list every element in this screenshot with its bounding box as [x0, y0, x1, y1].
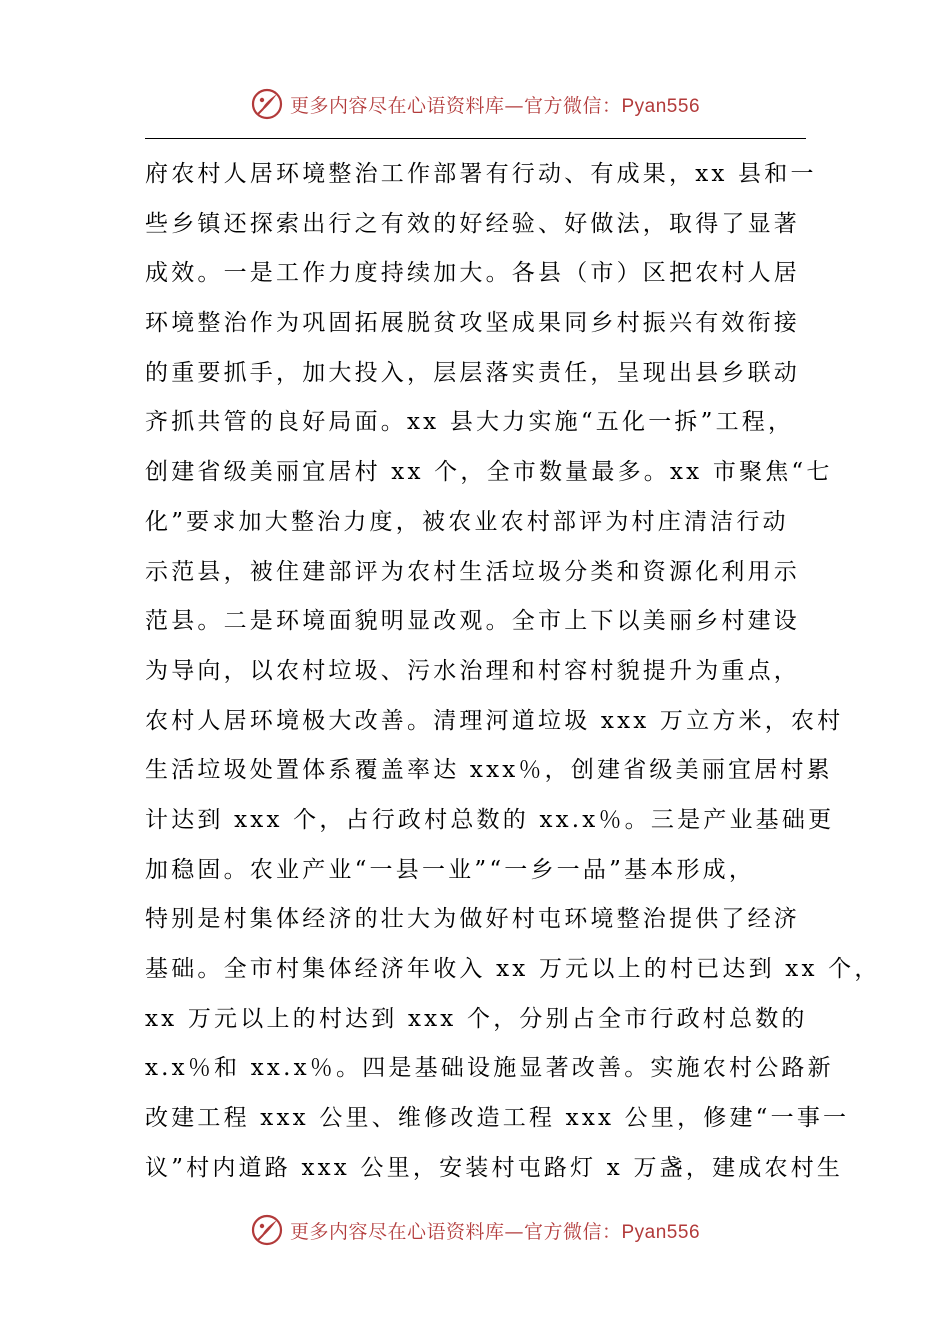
body-line: 生活垃圾处置体系覆盖率达 xxx％，创建省级美丽宜居村累: [145, 757, 833, 784]
header-banner: [0, 84, 950, 124]
body-line: 议”村内道路 xxx 公里，安装村屯路灯 x 万盏，建成农村生: [145, 1154, 844, 1181]
header-banner-wechat: 官方微信：Pyan556: [524, 95, 701, 117]
body-line: 些乡镇还探索出行之有效的好经验、好做法，取得了显著: [145, 210, 800, 237]
body-line: 成效。一是工作力度持续加大。各县（市）区把农村人居: [145, 260, 800, 287]
footer-banner-text: [290, 1217, 700, 1244]
body-line: 齐抓共管的良好局面。xx 县大力实施“五化一拆”工程，: [145, 409, 795, 436]
body-line: 改建工程 xxx 公里、维修改造工程 xxx 公里，修建“一事一: [145, 1105, 850, 1132]
footer-banner-wechat: 官方微信：Pyan556: [524, 1221, 701, 1243]
body-line: 创建省级美丽宜居村 xx 个，全市数量最多。xx 市聚焦“七: [145, 459, 833, 486]
body-line: 计达到 xxx 个，占行政村总数的 xx.x％。三是产业基础更: [145, 806, 835, 833]
document-body: [145, 150, 881, 1193]
header-banner-text: [290, 91, 700, 118]
header-rule: [145, 138, 806, 139]
quill-logo-icon: [250, 1213, 284, 1247]
body-line: 加稳固。农业产业“一县一业”“一乡一品”基本形成，: [145, 856, 756, 883]
quill-logo-icon: [250, 87, 284, 121]
header-banner-separator: —: [504, 94, 524, 117]
header-banner-main: 更多内容尽在心语资料库: [289, 94, 505, 117]
body-line: 范县。二是环境面貌明显改观。全市上下以美丽乡村建设: [145, 608, 800, 635]
body-line: 农村人居环境极大改善。清理河道垃圾 xxx 万立方米，农村: [145, 707, 844, 734]
body-line: xx 万元以上的村达到 xxx 个，分别占全市行政村总数的: [145, 1005, 808, 1032]
body-line: 为导向，以农村垃圾、污水治理和村容村貌提升为重点，: [145, 657, 800, 684]
body-line: x.x％和 xx.x％。四是基础设施显著改善。实施农村公路新: [145, 1055, 834, 1082]
footer-banner: [0, 1210, 950, 1250]
body-line: 化”要求加大整治力度，被农业农村部评为村庄清洁行动: [145, 508, 789, 535]
body-line: 基础。全市村集体经济年收入 xx 万元以上的村已达到 xx 个，: [145, 956, 881, 982]
body-line: 示范县，被住建部评为农村生活垃圾分类和资源化利用示: [145, 558, 800, 585]
footer-banner-separator: —: [504, 1220, 524, 1243]
body-line: 环境整治作为巩固拓展脱贫攻坚成果同乡村振兴有效衔接: [145, 310, 800, 337]
body-line: 特别是村集体经济的壮大为做好村屯环境整治提供了经济: [145, 906, 800, 933]
body-line: 的重要抓手，加大投入，层层落实责任，呈现出县乡联动: [145, 359, 800, 386]
footer-banner-main: 更多内容尽在心语资料库: [289, 1220, 505, 1243]
body-line: 府农村人居环境整治工作部署有行动、有成果，xx 县和一: [145, 161, 817, 187]
